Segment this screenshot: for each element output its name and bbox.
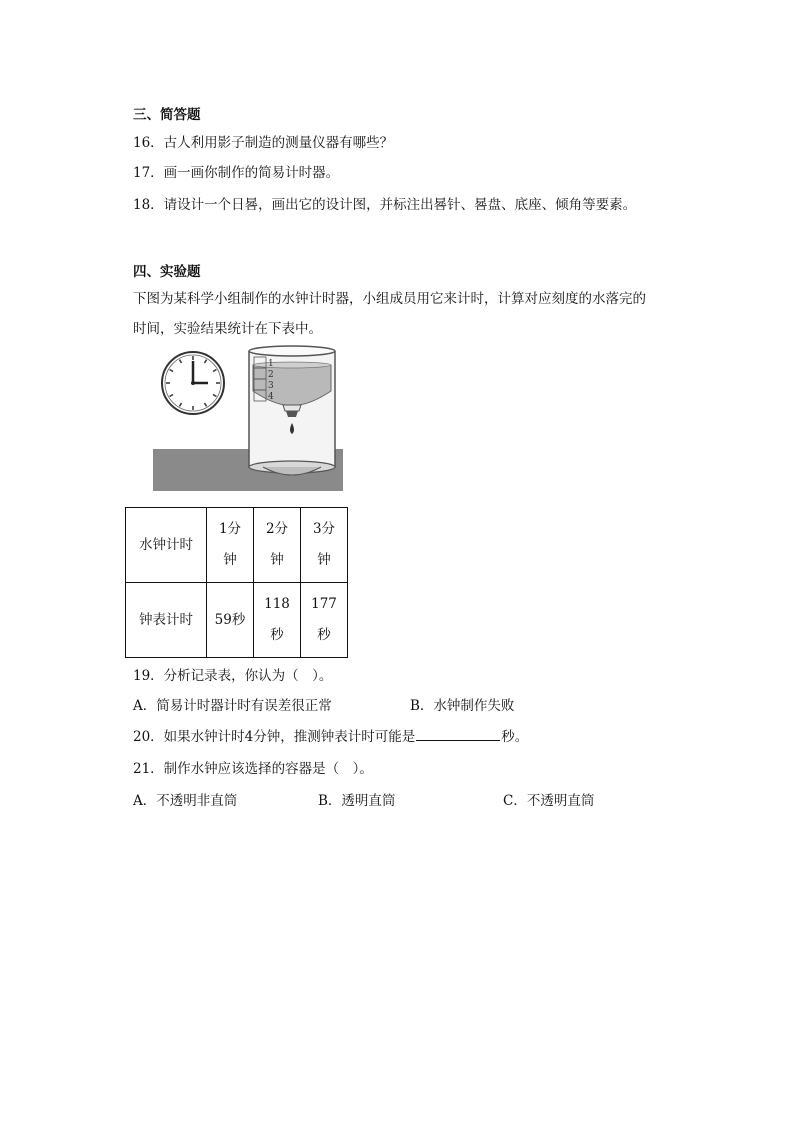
question-20: 20．如果水钟计时4分钟，推测钟表计时可能是 秒。: [133, 729, 529, 745]
q21-option-b[interactable]: B．透明直筒: [318, 793, 396, 809]
table-cell: 59秒: [207, 583, 254, 658]
scale-mark-1: 1: [268, 359, 274, 369]
scale-mark-2: 2: [268, 370, 274, 380]
section3-heading: 三、简答题: [133, 107, 201, 123]
question-19: 19．分析记录表，你认为（ ）。: [133, 668, 333, 684]
result-table: [125, 507, 348, 658]
row-label-water-clock: 水钟计时: [126, 508, 207, 583]
table-cell: 2分 钟: [254, 508, 301, 583]
question-16: 16．古人利用影子制造的测量仪器有哪些？: [133, 135, 394, 151]
clock-icon: [162, 352, 224, 414]
intro-line-2: 时间，实验结果统计在下表中。: [133, 321, 322, 337]
table-cell: 3分 钟: [301, 508, 348, 583]
table-cell: 1分 钟: [207, 508, 254, 583]
question-21: 21．制作水钟应该选择的容器是（ ）。: [133, 761, 373, 777]
scale-mark-4: 4: [268, 392, 274, 402]
q19-option-a[interactable]: A．简易计时器计时有误差很正常: [133, 698, 332, 714]
row-label-watch: 钟表计时: [126, 583, 207, 658]
intro-line-1: 下图为某科学小组制作的水钟计时器，小组成员用它来计时，计算对应刻度的水落完的: [133, 291, 646, 307]
scale-mark-3: 3: [268, 381, 274, 391]
table-row: [126, 583, 348, 658]
table-row: [126, 508, 348, 583]
water-clock-figure: [153, 345, 343, 491]
question-17: 17．画一画你制作的简易计时器。: [133, 165, 340, 181]
answer-blank[interactable]: [416, 727, 500, 741]
q21-option-c[interactable]: C．不透明直筒: [503, 793, 595, 809]
question-18: 18．请设计一个日晷，画出它的设计图，并标注出晷针、晷盘、底座、倾角等要素。: [133, 197, 637, 213]
section4-heading: 四、实验题: [133, 264, 201, 280]
q21-option-a[interactable]: A．不透明非直筒: [133, 793, 238, 809]
table-cell: 118 秒: [254, 583, 301, 658]
q19-option-b[interactable]: B．水钟制作失败: [410, 698, 515, 714]
table-cell: 177 秒: [301, 583, 348, 658]
